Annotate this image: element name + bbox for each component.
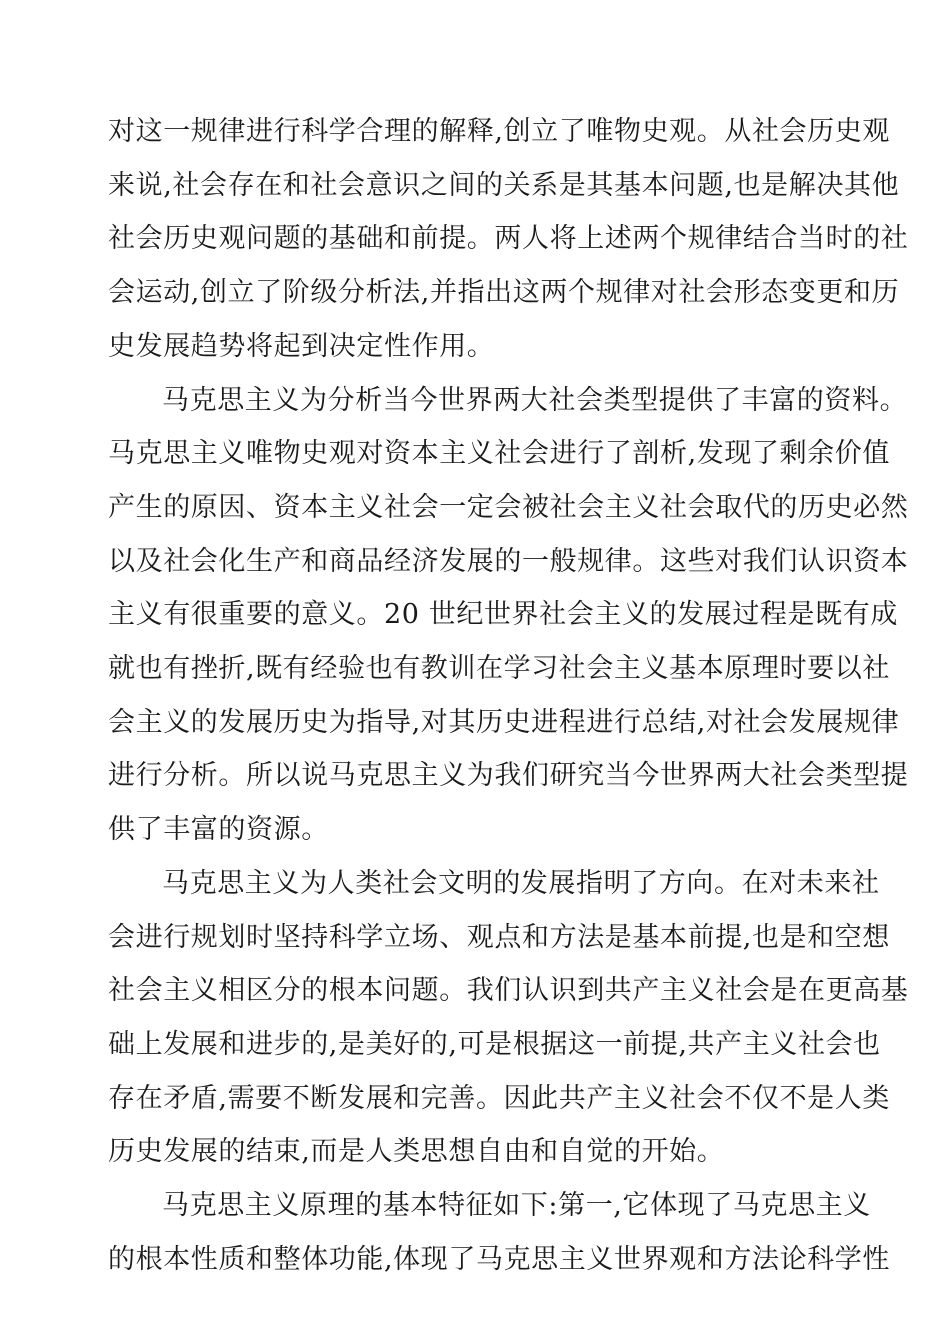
text-line: 马克思主义唯物史观对资本主义社会进行了剖析,发现了剩余价值 [108, 438, 890, 470]
text-line: 社会历史观问题的基础和前提。两人将上述两个规律结合当时的社 [108, 223, 909, 255]
text-line: 会运动,创立了阶级分析法,并指出这两个规律对社会形态变更和历 [108, 277, 900, 309]
text-line: 以及社会化生产和商品经济发展的一般规律。这些对我们认识资本 [108, 545, 909, 577]
text-line: 会主义的发展历史为指导,对其历史进程进行总结,对社会发展规律 [108, 706, 900, 738]
text-line: 来说,社会存在和社会意识之间的关系是其基本问题,也是解决其他 [108, 169, 900, 201]
text-line: 础上发展和进步的,是美好的,可是根据这一前提,共产主义社会也 [108, 1028, 881, 1060]
text-line: 的根本性质和整体功能,体现了马克思主义世界观和方法论科学性 [108, 1243, 890, 1275]
text-line: 历史发展的结束,而是人类思想自由和自觉的开始。 [108, 1136, 725, 1168]
text-line: 会进行规划时坚持科学立场、观点和方法是基本前提,也是和空想 [108, 921, 890, 953]
paragraph-1 [108, 105, 909, 374]
text-line: 马克思主义为人类社会文明的发展指明了方向。在对未来社 [162, 867, 880, 899]
paragraph-2 [108, 374, 909, 857]
paragraph-3 [108, 857, 909, 1179]
text-line: 就也有挫折,既有经验也有教训在学习社会主义基本原理时要以社 [108, 653, 890, 685]
text-line: 供了丰富的资源。 [108, 814, 329, 846]
text-line: 存在矛盾,需要不断发展和完善。因此共产主义社会不仅不是人类 [108, 1082, 890, 1114]
text-line: 产生的原因、资本主义社会一定会被社会主义社会取代的历史必然 [108, 491, 909, 523]
text-line: 社会主义相区分的根本问题。我们认识到共产主义社会是在更高基 [108, 975, 909, 1007]
text-line: 进行分析。所以说马克思主义为我们研究当今世界两大社会类型提 [108, 760, 909, 792]
text-line: 主义有很重要的意义。20 世纪世界社会主义的发展过程是既有成 [108, 599, 898, 631]
text-line: 马克思主义原理的基本特征如下:第一,它体现了马克思主义 [162, 1190, 871, 1222]
text-line: 对这一规律进行科学合理的解释,创立了唯物史观。从社会历史观 [108, 116, 890, 147]
text-line: 马克思主义为分析当今世界两大社会类型提供了丰富的资料。 [162, 384, 908, 416]
text-line: 史发展趋势将起到决定性作用。 [108, 330, 495, 362]
paragraph-4 [108, 1179, 890, 1286]
document-body [108, 105, 909, 1286]
